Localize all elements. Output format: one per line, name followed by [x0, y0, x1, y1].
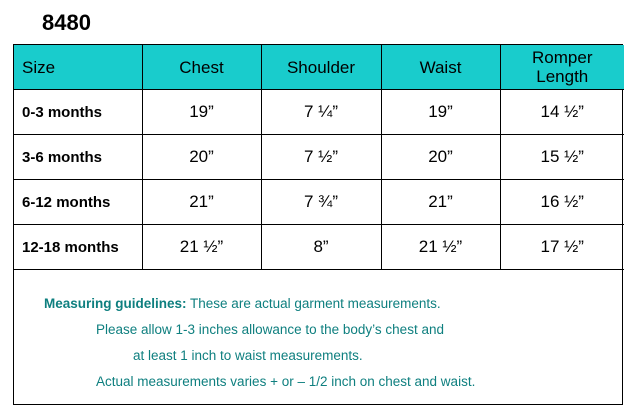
header-waist: Waist: [381, 45, 500, 90]
chest-cell: 21”: [142, 180, 261, 225]
header-size: Size: [14, 45, 142, 90]
romper-length-cell: 15 ½”: [500, 135, 624, 180]
chest-cell: 19”: [142, 90, 261, 135]
guideline-line-2: Please allow 1-3 inches allowance to the body’s chest and: [96, 322, 444, 337]
waist-cell: 21”: [381, 180, 500, 225]
table-row: [14, 135, 624, 180]
header-romper-length-label: Romper Length: [532, 48, 593, 86]
guidelines-label: Measuring guidelines:: [44, 296, 187, 311]
table-row: [14, 225, 624, 270]
size-chart-frame: [13, 44, 623, 405]
chest-cell: 20”: [142, 135, 261, 180]
shoulder-cell: 8”: [261, 225, 381, 270]
guideline-line-1: [44, 296, 441, 311]
measuring-guidelines: [14, 273, 622, 404]
romper-length-cell: 16 ½”: [500, 180, 624, 225]
romper-length-cell: 17 ½”: [500, 225, 624, 270]
chest-cell: 21 ½”: [142, 225, 261, 270]
size-cell: 0-3 months: [14, 90, 142, 135]
size-cell: 12-18 months: [14, 225, 142, 270]
header-romper-length: [500, 45, 624, 90]
table-row: [14, 90, 624, 135]
header-row: [14, 45, 624, 90]
shoulder-cell: 7 ¼”: [261, 90, 381, 135]
header-shoulder: Shoulder: [261, 45, 381, 90]
guideline-line-4: Actual measurements varies + or – 1/2 inch on chest and waist.: [96, 374, 476, 389]
waist-cell: 20”: [381, 135, 500, 180]
size-chart-table: [14, 45, 624, 270]
shoulder-cell: 7 ¾”: [261, 180, 381, 225]
chart-number-title: 8480: [42, 10, 91, 35]
size-cell: 6-12 months: [14, 180, 142, 225]
waist-cell: 19”: [381, 90, 500, 135]
table-row: [14, 180, 624, 225]
shoulder-cell: 7 ½”: [261, 135, 381, 180]
guideline-text-1: These are actual garment measurements.: [186, 296, 441, 311]
size-cell: 3-6 months: [14, 135, 142, 180]
waist-cell: 21 ½”: [381, 225, 500, 270]
guideline-line-3: at least 1 inch to waist measurements.: [133, 348, 363, 363]
romper-length-cell: 14 ½”: [500, 90, 624, 135]
header-chest: Chest: [142, 45, 261, 90]
